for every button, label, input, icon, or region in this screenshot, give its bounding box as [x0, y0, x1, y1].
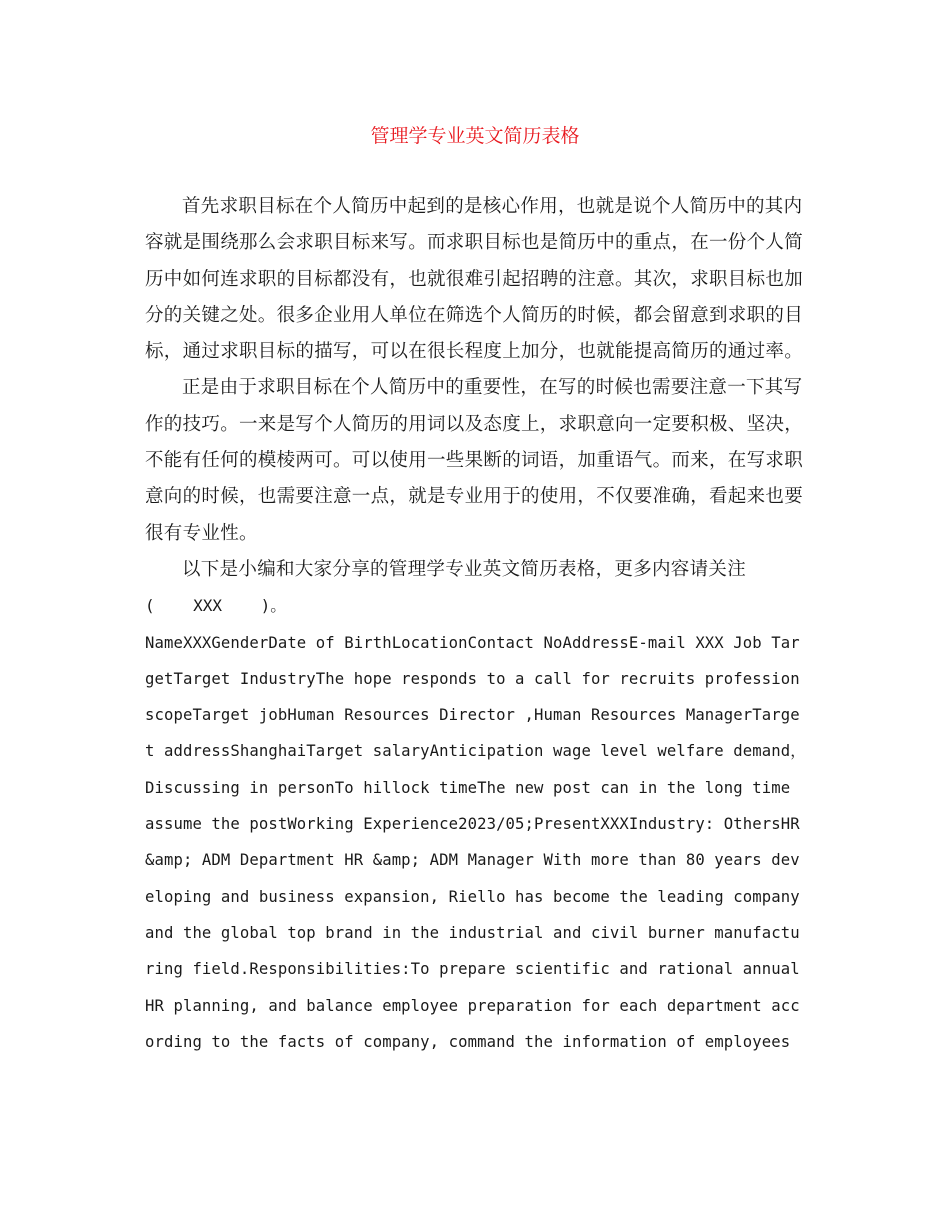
paragraph-writing-tips: 正是由于求职目标在个人简历中的重要性，在写的时候也需要注意一下其写作的技巧。一来是写个人简历的用词以及态度上，求职意向一定要积极、坚决，不能有任何的模棱两可。可以使用一些果断的词语，加重语气。而来，在写求职意向的时候，也需要注意一点，就是专业用于的使用，不仅要准确，看起来也要很有专业性。: [145, 377, 804, 544]
page-title: 管理学专业英文简历表格: [370, 125, 580, 147]
paragraph-intro: 以下是小编和大家分享的管理学专业英文简历表格，更多内容请关注: [182, 558, 747, 580]
paragraph-career-objective-role: 首先求职目标在个人简历中起到的是核心作用，也就是说个人简历中的其内容就是围绕那么会求职目标来写。而求职目标也是简历中的重点，在一份个人简历中如何连求职的目标都没有，也就很难引起招聘的注意。其次，求职目标也加分的关键之处。很多企业用人单位在筛选个人简历的时候，都会留意到求职的目标，通过求职目标的描写，可以在很长程度上加分，也就能提高简历的通过率。: [145, 196, 804, 363]
reference-placeholder: ( XXX )。: [145, 596, 287, 616]
resume-english-text: NameXXXGenderDate of BirthLocationContact NoAddressE-mail XXX Job TargetTarget IndustryThe hope responds to a call for recruits profession scopeTarget jobHuman Resources Director ,Human Resources ManagerTarget addressShanghaiTarget salaryAnticipation wage level welfare demand，Discussing in personTo hillock timeThe new post can in the long time assume the postWorking Experience2023/05;PresentXXXIndustry: OthersHR &amp; ADM Department HR &amp; ADM Manager With more than 80 years developing and business expansion, Riello has become the leading company and the global top brand in the industrial and civil burner manufacturing field.Responsibilities:To prepare scientific and rational annual HR planning, and balance employee preparation for each department according to the facts of company, command the information of employees: [145, 633, 806, 1051]
document-body: [145, 189, 807, 1060]
